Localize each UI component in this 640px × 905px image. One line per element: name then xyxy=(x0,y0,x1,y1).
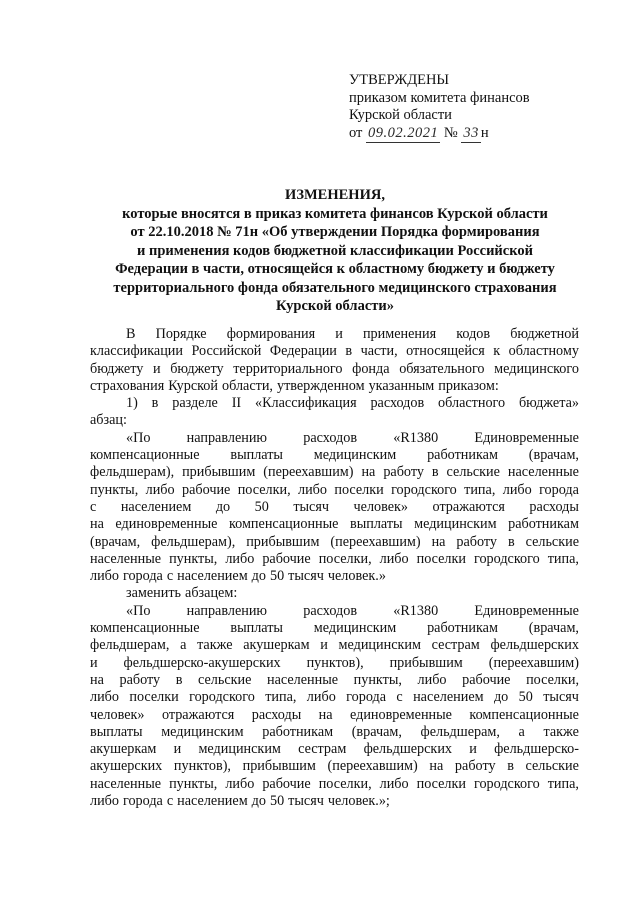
body-word: «По xyxy=(126,602,151,619)
body-word: а xyxy=(180,637,187,654)
body-line xyxy=(90,412,579,429)
body-word: акушерских xyxy=(90,758,163,775)
document-body xyxy=(90,326,579,810)
body-word: либо xyxy=(379,550,409,567)
body-word: формирования xyxy=(226,326,316,342)
body-word: компенсационные xyxy=(228,516,339,533)
body-word: пункты, xyxy=(90,481,139,498)
body-word: прибывшим xyxy=(246,533,320,550)
body-word: 50 xyxy=(254,498,269,515)
body-word: населенные xyxy=(90,775,162,792)
body-word: и xyxy=(90,654,98,671)
body-word: работу xyxy=(456,533,498,550)
body-word: Единовременные xyxy=(474,429,579,446)
body-word: бюджету xyxy=(170,360,224,377)
body-word: классификации xyxy=(90,343,183,360)
body-word: работу xyxy=(383,464,424,481)
body-word: в xyxy=(507,533,515,550)
body-word: компенсационные xyxy=(90,620,200,637)
body-line xyxy=(90,568,579,585)
body-word: акушеркам xyxy=(243,637,310,654)
body-word: пункты, xyxy=(169,550,218,567)
body-word: в xyxy=(175,671,183,688)
body-word: сельские xyxy=(525,533,579,550)
body-word: работникам xyxy=(427,620,498,637)
body-word: и xyxy=(335,326,343,342)
body-word: фельдшерских xyxy=(490,637,579,654)
body-word: населенные xyxy=(267,671,339,688)
body-word: (врачам, xyxy=(528,620,579,637)
body-word: В xyxy=(126,326,136,342)
title-line: Курской области» xyxy=(276,298,394,314)
body-word: и xyxy=(152,360,161,377)
title-line: которые вносятся в приказ комитета финансов Курской области xyxy=(122,205,548,222)
body-word: сельские xyxy=(446,464,500,481)
body-line xyxy=(90,603,579,620)
body-word: расходов xyxy=(303,602,358,619)
title-line: территориального фонда обязательного медицинского страхования xyxy=(113,279,557,296)
body-word: кодов xyxy=(456,326,491,342)
body-word: на xyxy=(429,758,444,775)
body-word: человек» xyxy=(353,498,409,515)
body-word: либо xyxy=(145,481,175,498)
body-word: населением xyxy=(177,793,248,810)
body-word: поселки xyxy=(416,775,466,792)
body-word: поселки, xyxy=(318,775,372,792)
body-word: с xyxy=(166,793,174,810)
body-word: на xyxy=(318,706,333,723)
body-word: рабочие xyxy=(181,481,231,498)
body-word: применения xyxy=(362,326,437,342)
body-word: рабочие xyxy=(262,550,311,567)
body-word: городского xyxy=(189,689,255,706)
title-line: Федерации в части, относящейся к областному бюджету и бюджету xyxy=(115,261,555,277)
body-word: медицинским xyxy=(338,637,421,654)
body-word: фельдшерам, xyxy=(420,723,500,740)
body-word: с xyxy=(396,689,403,706)
body-word: (переехавшим) xyxy=(330,533,421,550)
body-word: населенные xyxy=(507,464,579,481)
body-line xyxy=(90,776,579,793)
body-word: компенсационные xyxy=(469,706,579,723)
body-word: расходы xyxy=(529,498,579,515)
approval-number: 33 xyxy=(461,125,481,144)
body-word: города xyxy=(539,481,579,498)
body-word: до xyxy=(251,793,266,810)
body-word: также xyxy=(197,637,233,654)
body-word: разделе xyxy=(172,395,218,412)
body-word: тысяч xyxy=(543,689,579,706)
body-word: человек.»; xyxy=(327,793,390,810)
approval-heading: УТВЕРЖДЕНЫ xyxy=(349,72,450,88)
body-word: Курской xyxy=(168,377,218,394)
body-word: областному xyxy=(508,343,579,360)
title-heading: ИЗМЕНЕНИЯ, xyxy=(285,187,385,203)
body-word: «Классификация xyxy=(255,395,357,412)
body-word: «R1380 xyxy=(393,602,439,619)
body-word: страхования xyxy=(90,377,165,394)
title-line: от 22.10.2018 № 71н «Об утверждении Порядка формирования xyxy=(130,224,540,240)
body-word: расходов xyxy=(370,395,425,412)
approval-date-line xyxy=(349,125,609,144)
body-word: типа, xyxy=(547,550,579,567)
body-word: тысяч xyxy=(288,793,324,810)
body-word: либо xyxy=(306,689,336,706)
body-word: медицинским xyxy=(198,741,281,758)
body-word: пунктов), xyxy=(306,654,364,671)
body-word: Федерации xyxy=(269,343,337,360)
body-word: бюджета» xyxy=(518,395,579,412)
body-word: фельдшерских xyxy=(363,741,453,758)
body-line xyxy=(90,655,579,672)
body-word: в xyxy=(151,395,159,412)
body-word: городского xyxy=(391,481,457,498)
approval-stamp xyxy=(349,72,609,143)
body-word: абзац: xyxy=(90,412,127,429)
body-word: типа, xyxy=(265,689,297,706)
approval-date: 09.02.2021 xyxy=(366,125,440,144)
body-word: относящейся xyxy=(406,343,485,360)
body-line xyxy=(90,326,579,343)
body-word: «R1380 xyxy=(393,429,439,446)
body-word: тысяч xyxy=(288,568,324,585)
body-word: либо xyxy=(90,568,119,585)
body-word: территориального xyxy=(233,360,343,377)
body-word: либо xyxy=(90,689,119,706)
body-line xyxy=(90,724,579,741)
body-word: населением xyxy=(177,568,248,585)
body-word: области, xyxy=(221,377,273,394)
body-word: либо xyxy=(225,550,255,567)
body-word: либо xyxy=(90,793,119,810)
body-word: в xyxy=(345,343,353,360)
body-word: до xyxy=(493,689,509,706)
body-word: медицинского xyxy=(494,360,579,377)
body-word: направлению xyxy=(186,602,268,619)
body-line xyxy=(90,395,579,412)
body-word: 1) xyxy=(126,395,138,412)
body-word: и xyxy=(173,741,182,758)
body-word: (переехавшим) xyxy=(327,758,418,775)
body-word: (переехавшим) xyxy=(488,654,579,671)
body-word: типа, xyxy=(547,775,579,792)
body-word: города xyxy=(123,793,163,810)
body-word: 50 xyxy=(269,793,285,810)
body-word: сестрам xyxy=(431,637,480,654)
body-word: также xyxy=(543,723,579,740)
body-line xyxy=(90,707,579,724)
body-word: человек» xyxy=(90,706,145,723)
body-word: компенсационные xyxy=(90,447,200,464)
body-word: сельские xyxy=(525,758,579,775)
body-word: города xyxy=(346,689,387,706)
body-word: обязательного xyxy=(399,360,485,377)
body-line xyxy=(90,516,579,533)
body-word: Единовременные xyxy=(474,602,579,619)
date-prefix: от xyxy=(349,124,363,141)
body-line xyxy=(90,378,579,395)
number-suffix: н xyxy=(480,124,489,141)
body-word: работу xyxy=(119,671,161,688)
body-word: пунктов), xyxy=(173,758,231,775)
body-word: на xyxy=(431,533,446,550)
body-word: с xyxy=(166,568,174,585)
body-line xyxy=(90,585,579,602)
body-word: работникам xyxy=(262,723,334,740)
body-word: населением xyxy=(413,689,484,706)
body-word: медицинским xyxy=(313,447,397,464)
body-word: выплаты xyxy=(350,516,403,533)
body-word: поселки xyxy=(129,689,179,706)
body-line xyxy=(90,741,579,758)
body-word: направлению xyxy=(186,429,268,446)
body-word: (врачам, xyxy=(90,533,141,550)
body-word: на xyxy=(361,464,376,481)
body-word: типа, xyxy=(464,481,496,498)
body-word: на xyxy=(90,671,104,688)
body-word: пункты, xyxy=(169,775,218,792)
body-word: работникам xyxy=(427,447,498,464)
body-word: (врачам, xyxy=(351,723,402,740)
body-word: городского xyxy=(474,775,540,792)
body-word: расходы xyxy=(251,706,302,723)
body-word: прибывшим xyxy=(389,654,463,671)
body-word: приказом: xyxy=(438,377,499,394)
body-word: (переехавшим) xyxy=(263,464,354,481)
body-word: а xyxy=(518,723,525,740)
body-word: фонда xyxy=(352,360,390,377)
body-word: абзацем: xyxy=(185,585,238,602)
body-word: поселки, xyxy=(318,550,372,567)
body-word: Порядке xyxy=(155,326,207,342)
body-word: отражаются xyxy=(432,498,505,515)
body-line xyxy=(90,430,579,447)
body-word: рабочие xyxy=(262,775,311,792)
body-word: части, xyxy=(360,343,398,360)
body-word: (врачам, xyxy=(528,447,579,464)
body-word: либо xyxy=(502,481,532,498)
body-word: рабочие xyxy=(462,671,511,688)
body-line xyxy=(90,758,579,775)
body-word: фельдшерско-акушерских xyxy=(123,654,281,671)
body-line xyxy=(90,447,579,464)
body-word: отражаются xyxy=(161,706,235,723)
body-word: бюджету xyxy=(90,360,144,377)
body-word: поселки xyxy=(334,481,384,498)
body-word: II xyxy=(231,395,242,412)
title-line: и применения кодов бюджетной классификации Российской xyxy=(137,242,533,259)
body-word: Российской xyxy=(191,343,262,360)
body-line xyxy=(90,361,579,378)
body-word: работу xyxy=(454,758,496,775)
body-word: поселки, xyxy=(526,671,579,688)
body-word: с xyxy=(90,498,97,515)
body-word: либо xyxy=(298,481,327,498)
body-word: расходов xyxy=(303,429,358,446)
body-line xyxy=(90,620,579,637)
body-line xyxy=(90,689,579,706)
body-word: акушеркам xyxy=(90,741,157,758)
body-word: до xyxy=(215,498,231,515)
body-word: выплаты xyxy=(90,723,143,740)
body-word: города xyxy=(123,568,163,585)
body-word: медицинским xyxy=(313,620,397,637)
body-word: утвержденном xyxy=(276,377,365,394)
body-word: в xyxy=(431,464,439,481)
body-word: областного xyxy=(438,395,506,412)
approval-line-1: приказом комитета финансов xyxy=(349,89,530,106)
body-word: единовременные xyxy=(349,706,452,723)
body-word: к xyxy=(493,343,501,360)
body-word: медицинским xyxy=(161,723,244,740)
body-word: до xyxy=(251,568,266,585)
document-title xyxy=(90,186,580,316)
body-word: работникам xyxy=(508,516,579,533)
body-word: фельдшерам), xyxy=(90,464,175,481)
body-word: либо xyxy=(417,671,447,688)
body-word: сельские xyxy=(198,671,252,688)
body-word: выплаты xyxy=(230,447,283,464)
body-word: прибывшим xyxy=(182,464,256,481)
body-word: сестрам xyxy=(298,741,347,758)
body-word: заменить xyxy=(126,585,182,602)
body-word: и xyxy=(320,637,328,654)
body-line xyxy=(90,534,579,551)
body-word: человек.» xyxy=(327,568,386,585)
body-word: населением xyxy=(120,498,192,515)
body-line xyxy=(90,551,579,568)
body-word: медицинским xyxy=(414,516,497,533)
body-word: и xyxy=(469,741,477,758)
body-word: «По xyxy=(126,429,151,446)
number-prefix: № xyxy=(443,124,458,141)
body-word: указанным xyxy=(368,377,435,394)
body-line xyxy=(90,637,579,654)
body-line xyxy=(90,793,579,810)
body-word: тысяч xyxy=(293,498,330,515)
body-word: либо xyxy=(225,775,255,792)
body-word: пункты, xyxy=(353,671,402,688)
body-word: либо xyxy=(379,775,409,792)
body-line xyxy=(90,499,579,516)
body-word: фельдшерам, xyxy=(90,637,170,654)
body-word: городского xyxy=(474,550,540,567)
body-word: 50 xyxy=(518,689,533,706)
body-word: прибывшим xyxy=(242,758,316,775)
body-line xyxy=(90,343,579,360)
body-word: 50 xyxy=(269,568,285,585)
body-word: поселки xyxy=(416,550,466,567)
body-word: населенные xyxy=(90,550,162,567)
body-word: единовременные xyxy=(115,516,218,533)
body-word: поселки, xyxy=(237,481,291,498)
body-word: в xyxy=(507,758,514,775)
body-word: на xyxy=(90,516,104,533)
body-line xyxy=(90,672,579,689)
body-word: фельдшерам), xyxy=(151,533,236,550)
body-word: фельдшерско- xyxy=(494,741,579,758)
body-line xyxy=(90,482,579,499)
approval-line-2: Курской области xyxy=(349,107,452,123)
body-word: бюджетной xyxy=(510,326,579,342)
body-line xyxy=(90,464,579,481)
body-word: выплаты xyxy=(230,620,283,637)
